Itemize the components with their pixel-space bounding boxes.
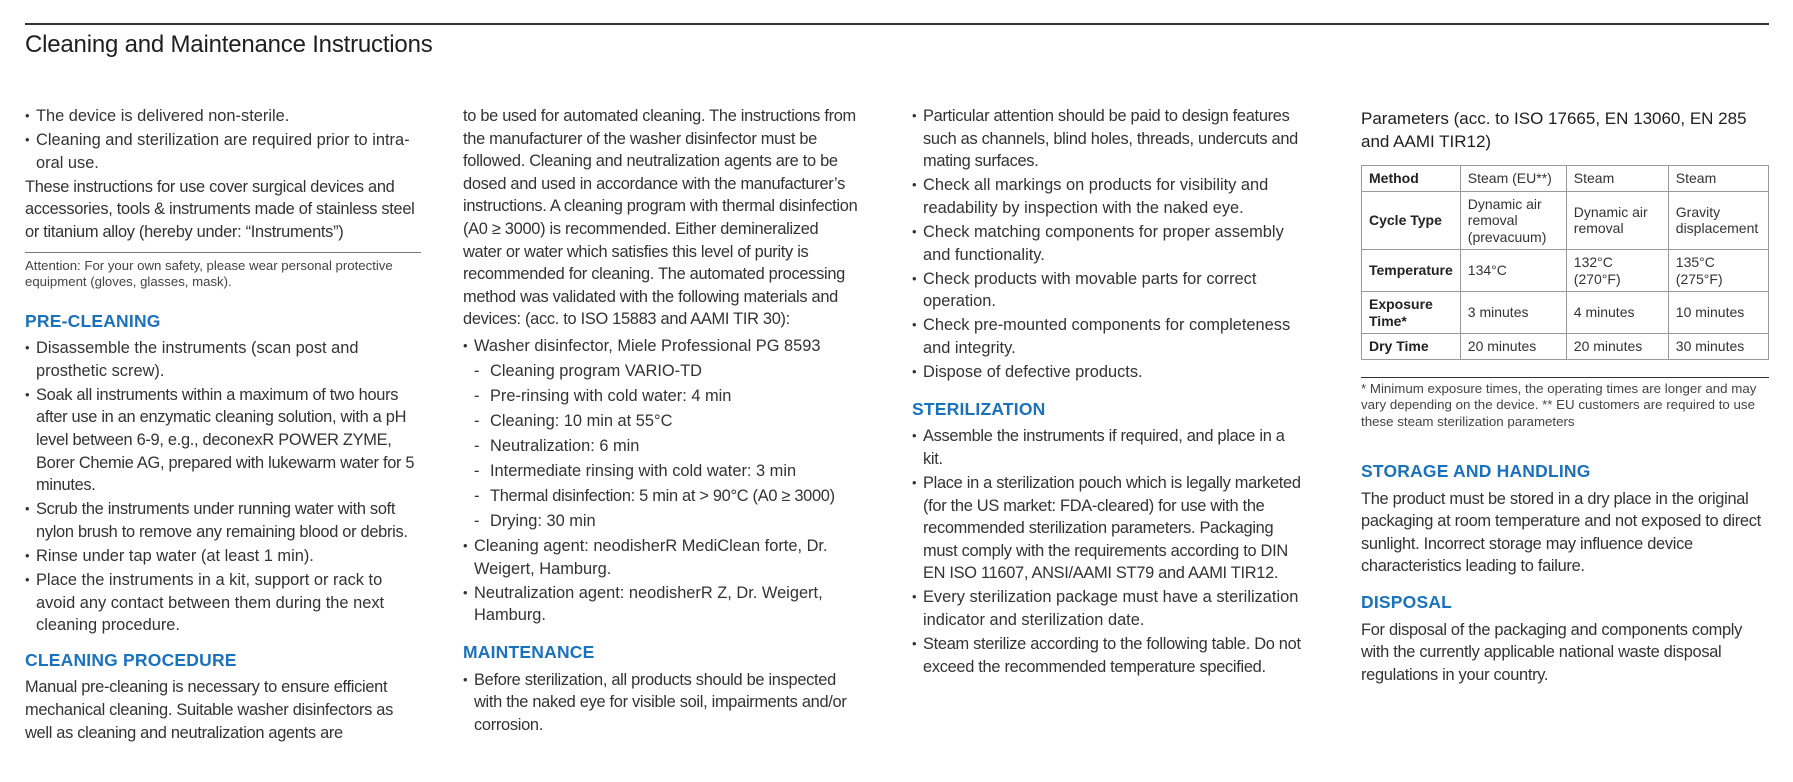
maintenance-heading: MAINTENANCE: [463, 642, 595, 663]
table-cell: 134°C: [1460, 250, 1566, 292]
table-cell: 3 minutes: [1460, 292, 1566, 334]
table-cell: 4 minutes: [1566, 292, 1668, 334]
maintenance-list-part1: [463, 669, 859, 737]
column-3: [912, 105, 1308, 680]
table-cell: Gravity displacement: [1668, 191, 1768, 250]
table-row: [1362, 334, 1769, 360]
list-item: • Assemble the instruments if required, and place in a kit.: [912, 425, 1308, 470]
column-1: [25, 105, 421, 744]
row-header: Method: [1362, 166, 1461, 192]
row-header: Cycle Type: [1362, 191, 1461, 250]
cleaning-procedure-paragraph-continued: to be used for automated cleaning. The instructions from the manufacturer of the washer disinfector must be followed. Cleaning and neutralization agents are to be dosed and used in accordance with the manufacturer’s instructions. A cleaning program with thermal disinfection (A0 ≥ 3000) is recommended. Either demineralized water or water which satisfies this level of purity is recommended for cleaning. The automated processing method was validated with the following materials and devices: (acc. to ISO 15883 and AAMI TIR 30):: [463, 107, 858, 329]
top-rule: [25, 23, 1769, 25]
pre-cleaning-heading: PRE-CLEANING: [25, 310, 161, 331]
list-item: [463, 335, 859, 533]
parameters-title: Parameters (acc. to ISO 17665, EN 13060, EN 285 and AAMI TIR12): [1361, 109, 1747, 151]
list-item: • Check matching components for proper assembly and functionality.: [912, 221, 1308, 266]
list-item: • Before sterilization, all products should be inspected with the naked eye for visible soil, impairments and/or corrosion.: [463, 669, 859, 737]
intro-paragraph: These instructions for use cover surgical devices and accessories, tools & instruments made of stainless steel or titanium alloy (hereby under: “Instruments”): [25, 177, 415, 241]
list-item: • Every sterilization package must have a sterilization indicator and sterilization date.: [912, 586, 1308, 631]
cleaning-procedure-heading: CLEANING PROCEDURE: [25, 649, 237, 670]
disposal-heading: DISPOSAL: [1361, 591, 1453, 612]
table-row: [1362, 191, 1769, 250]
list-item: • The device is delivered non-sterile.: [25, 105, 421, 128]
storage-heading: STORAGE AND HANDLING: [1361, 461, 1591, 481]
row-header: Dry Time: [1362, 334, 1461, 360]
table-cell: Steam: [1566, 166, 1668, 192]
list-item: • Dispose of defective products.: [912, 361, 1308, 384]
list-item: • Cleaning and sterilization are required prior to intra-oral use.: [25, 129, 421, 174]
list-item: • Place in a sterilization pouch which is legally marketed (for the US market: FDA-cleared) for use with the recommended sterilization parameters. Packaging must comply with the requirements according to DIN EN ISO 11607, ANSI/AAMI ST79 and AAMI TIR12.: [912, 472, 1308, 585]
washer-list: [463, 335, 859, 627]
list-item: • Check pre-mounted components for completeness and integrity.: [912, 314, 1308, 359]
table-row: [1362, 250, 1769, 292]
step-item: - Drying: 30 min: [463, 510, 859, 533]
list-item: • Check products with movable parts for correct operation.: [912, 268, 1308, 313]
table-cell: 30 minutes: [1668, 334, 1768, 360]
table-cell: 10 minutes: [1668, 292, 1768, 334]
step-item: - Intermediate rinsing with cold water: 3 min: [463, 460, 859, 483]
table-cell: Steam: [1668, 166, 1768, 192]
maintenance-list-part2: [912, 105, 1308, 384]
attention-note: Attention: For your own safety, please wear personal protective equipment (gloves, glasses, mask).: [25, 257, 393, 289]
step-item: - Pre-rinsing with cold water: 4 min: [463, 385, 859, 408]
table-cell: Dynamic air removal: [1566, 191, 1668, 250]
parameters-table: [1361, 165, 1769, 360]
attention-divider: [25, 252, 421, 253]
intro-list: [25, 105, 421, 174]
washer-label: Washer disinfector, Miele Professional PG 8593: [474, 336, 821, 355]
cleaning-procedure-paragraph: Manual pre-cleaning is necessary to ensure efficient mechanical cleaning. Suitable washer disinfectors as well as cleaning and neutralization agents are: [25, 678, 393, 742]
table-cell: 20 minutes: [1460, 334, 1566, 360]
step-item: - Cleaning: 10 min at 55°C: [463, 410, 859, 433]
table-cell: Dynamic air removal (prevacuum): [1460, 191, 1566, 250]
table-cell: 20 minutes: [1566, 334, 1668, 360]
column-2: [463, 105, 859, 738]
list-item: • Cleaning agent: neodisherR MediClean forte, Dr. Weigert, Hamburg.: [463, 535, 859, 580]
table-cell: 132°C (270°F): [1566, 250, 1668, 292]
list-item: • Particular attention should be paid to design features such as channels, blind holes, threads, undercuts and mating surfaces.: [912, 105, 1308, 173]
column-4: [1361, 105, 1769, 686]
program-steps: [463, 360, 859, 533]
table-cell: 135°C (275°F): [1668, 250, 1768, 292]
page-title: Cleaning and Maintenance Instructions: [25, 31, 433, 58]
table-row: [1362, 166, 1769, 192]
list-item: • Check all markings on products for visibility and readability by inspection with the naked eye.: [912, 174, 1308, 219]
list-item: • Neutralization agent: neodisherR Z, Dr. Weigert, Hamburg.: [463, 582, 859, 627]
table-cell: Steam (EU**): [1460, 166, 1566, 192]
list-item: • Scrub the instruments under running water with soft nylon brush to remove any remaining blood or debris.: [25, 498, 421, 543]
sterilization-list: [912, 425, 1308, 678]
pre-cleaning-list: [25, 337, 421, 637]
list-item: • Steam sterilize according to the following table. Do not exceed the recommended temperature specified.: [912, 633, 1308, 678]
footnote-divider: [1361, 377, 1769, 378]
step-item: - Neutralization: 6 min: [463, 435, 859, 458]
list-item: • Soak all instruments within a maximum of two hours after use in an enzymatic cleaning solution, with a pH level between 6-9, e.g., deconexR POWER ZYME, Borer Chemie AG, prepared with lukewarm water for 5 minutes.: [25, 384, 421, 497]
disposal-paragraph: For disposal of the packaging and components comply with the currently applicable national waste disposal regulations in your country.: [1361, 620, 1743, 684]
list-item: • Place the instruments in a kit, support or rack to avoid any contact between them during the next cleaning procedure.: [25, 569, 421, 637]
storage-paragraph: The product must be stored in a dry place in the original packaging at room temperature and not exposed to direct sunlight. Incorrect storage may influence device characteristics leading to failure.: [1361, 489, 1761, 576]
list-item: • Rinse under tap water (at least 1 min).: [25, 545, 421, 568]
parameters-footnote: * Minimum exposure times, the operating times are longer and may vary depending on the device. ** EU customers are required to use these steam sterilization parameters: [1361, 380, 1757, 429]
row-header: Exposure Time*: [1362, 292, 1461, 334]
step-item: - Thermal disinfection: 5 min at > 90°C (A0 ≥ 3000): [463, 485, 859, 508]
table-row: [1362, 292, 1769, 334]
sterilization-heading: STERILIZATION: [912, 398, 1046, 419]
list-item: • Disassemble the instruments (scan post and prosthetic screw).: [25, 337, 421, 382]
row-header: Temperature: [1362, 250, 1461, 292]
step-item: - Cleaning program VARIO-TD: [463, 360, 859, 383]
